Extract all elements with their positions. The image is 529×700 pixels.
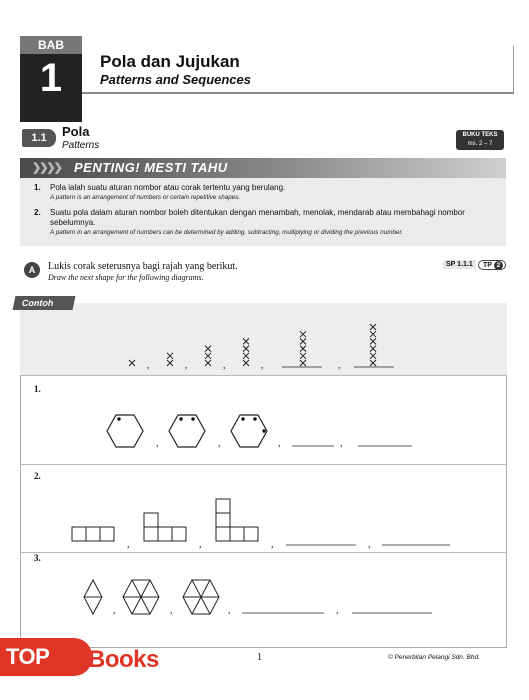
hexagon-shape [169,415,205,447]
dot [191,417,194,420]
hexagon-shape [107,415,143,447]
comma: , [261,360,264,371]
section-title: Pola [62,124,90,139]
comma: , [218,438,221,449]
comma: , [127,539,130,550]
chapter-label: BAB [20,36,82,54]
chapter-title: Pola dan Jujukan [100,52,240,71]
example-pattern [20,303,507,375]
cross-mark [205,346,211,352]
cross-mark [167,360,173,366]
comma: , [271,539,274,550]
cross-mark [300,360,306,366]
question-1-pattern [20,376,507,464]
section-subtitle: Patterns [62,140,100,151]
dot [241,417,244,420]
watermark-logo-books: Books [88,646,159,673]
textbook-reference-line1: BUKU TEKS [462,132,498,138]
chapter-number: 1 [39,56,63,100]
point-number: 1. [34,183,41,192]
cross-mark [300,331,306,337]
square-shape [216,527,230,541]
dot [262,429,265,432]
cross-mark [370,353,376,359]
question-number: 3. [34,553,41,563]
square-shape [172,527,186,541]
cross-mark [370,346,376,352]
cross-mark [300,353,306,359]
page-number: 1 [257,652,262,663]
textbook-reference-line2: ms. 2 – 7 [467,141,493,147]
hexagon-shape [231,415,267,447]
cross-mark [205,360,211,366]
question-2-pattern [20,465,507,552]
cross-mark [243,360,249,366]
comma: , [338,360,341,371]
comma: , [223,360,226,371]
cross-mark [243,353,249,359]
point-text-en: A pattern is an arrangement of numbers or certain repetitive shapes. [50,194,241,201]
square-shape [158,527,172,541]
comma: , [185,360,188,371]
square-shape [144,513,158,527]
comma: , [199,539,202,550]
cross-mark [129,360,135,366]
comma: , [278,438,281,449]
cross-mark [300,346,306,352]
square-shape [244,527,258,541]
textbook-reference [456,130,504,150]
comma: , [170,605,173,616]
chapter-subtitle: Patterns and Sequences [100,72,251,87]
example-tab: Contoh [13,296,76,310]
point-text-en: A pattern in an arrangement of numbers can be determined by adding, subtracting, multiplying or dividing the previous number. [50,229,404,236]
mastery-level-number: 2 [494,261,503,270]
square-shape [230,527,244,541]
question-number: 1. [34,384,41,394]
dot [117,417,120,420]
key-points-label: PENTING! MESTI TAHU [74,160,228,175]
point-number: 2. [34,208,41,217]
exercise-badge: A [24,262,40,278]
square-shape [216,513,230,527]
cross-mark [243,338,249,344]
copyright: © Penerbitan Pelangi Sdn. Bhd. [388,654,480,661]
instruction-ms: Lukis corak seterusnya bagi rajah yang berikut. [48,261,238,272]
question-number: 2. [34,471,41,481]
comma: , [336,605,339,616]
cross-mark [300,338,306,344]
square-shape [86,527,100,541]
mastery-level-label: TP [483,262,492,269]
standard-badge: SP 1.1.1 [443,260,476,269]
watermark-logo-top: TOP [0,638,92,676]
cross-mark [243,346,249,352]
section-number: 1.1 [22,129,56,147]
question-3-pattern [20,553,507,648]
comma: , [340,438,343,449]
chevrons-icon: ❯❯❯❯ [32,162,61,174]
comma: , [147,360,150,371]
cross-mark [370,360,376,366]
square-shape [100,527,114,541]
cross-mark [370,338,376,344]
cross-mark [205,353,211,359]
mastery-level-badge [478,260,506,270]
comma: , [156,438,159,449]
square-shape [72,527,86,541]
cross-mark [370,324,376,330]
dot [179,417,182,420]
square-shape [216,499,230,513]
cross-mark [167,353,173,359]
comma: , [228,605,231,616]
point-text-ms: Suatu pola dalam aturan nombor boleh ditentukan dengan menambah, menolak, mendarab atau membahagi nombor [50,208,465,217]
dot [253,417,256,420]
point-text-ms: Pola ialah suatu aturan nombor atau corak tertentu yang berulang. [50,183,286,192]
instruction-en: Draw the next shape for the following diagrams. [48,273,204,282]
square-shape [144,527,158,541]
cross-mark [370,331,376,337]
comma: , [113,605,116,616]
point-text-ms-cont: sebelumnya. [50,218,96,227]
comma: , [368,539,371,550]
